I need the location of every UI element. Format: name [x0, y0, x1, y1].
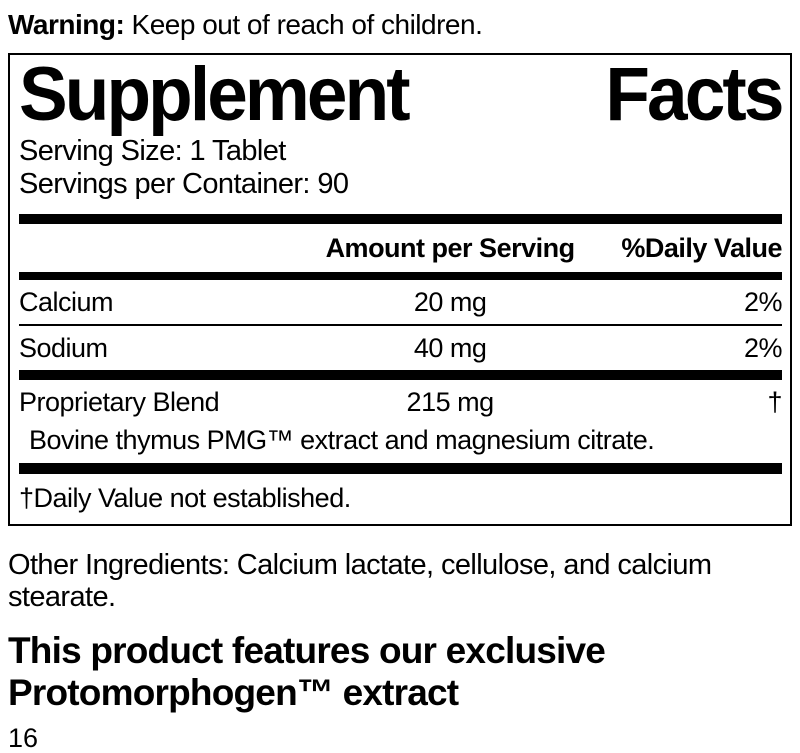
panel-title-word-facts: Facts [605, 52, 782, 137]
page-number: 16 [8, 723, 39, 753]
feature-heading-line2: Protomorphogen™ extract [8, 672, 459, 713]
nutrient-name: Proprietary Blend [19, 387, 220, 417]
nutrient-amount: 40 mg [413, 333, 487, 363]
feature-heading [8, 630, 792, 714]
thick-divider-bar [19, 370, 782, 380]
panel-title [19, 52, 782, 137]
proprietary-blend-description: Bovine thymus PMG™ extract and magnesium citrate. [29, 425, 655, 455]
warning-label: Warning: [8, 9, 125, 40]
warning-message: Keep out of reach of children. [124, 9, 483, 40]
nutrient-daily-value: 2% [743, 333, 782, 363]
table-header-row [19, 224, 782, 272]
thick-divider-bar [19, 214, 782, 224]
table-row-calcium [19, 280, 782, 326]
supplement-facts-panel [8, 53, 792, 526]
header-daily-value: %Daily Value [621, 233, 782, 263]
daily-value-footnote: †Daily Value not established. [19, 483, 351, 513]
table-row-sodium [19, 326, 782, 370]
header-amount-per-serving: Amount per Serving [325, 233, 575, 263]
warning-text [8, 8, 792, 42]
nutrient-name: Calcium [19, 287, 114, 317]
nutrient-amount: 20 mg [413, 287, 487, 317]
panel-title-word-supplement: Supplement [19, 52, 408, 137]
other-ingredients-text: Other Ingredients: Calcium lactate, cellulose, and calcium stearate. [8, 549, 712, 613]
thick-divider-bar [19, 463, 782, 474]
thick-divider-bar [19, 272, 782, 280]
nutrient-daily-value: † [767, 387, 782, 417]
nutrient-name: Sodium [19, 333, 108, 363]
table-row-proprietary-blend [19, 380, 782, 424]
servings-per-container-text: Servings per Container: 90 [19, 168, 349, 200]
serving-size-text: Serving Size: 1 Tablet [19, 135, 286, 167]
nutrient-daily-value: 2% [743, 287, 782, 317]
nutrient-amount: 215 mg [406, 387, 494, 417]
feature-heading-line1: This product features our exclusive [8, 630, 606, 671]
